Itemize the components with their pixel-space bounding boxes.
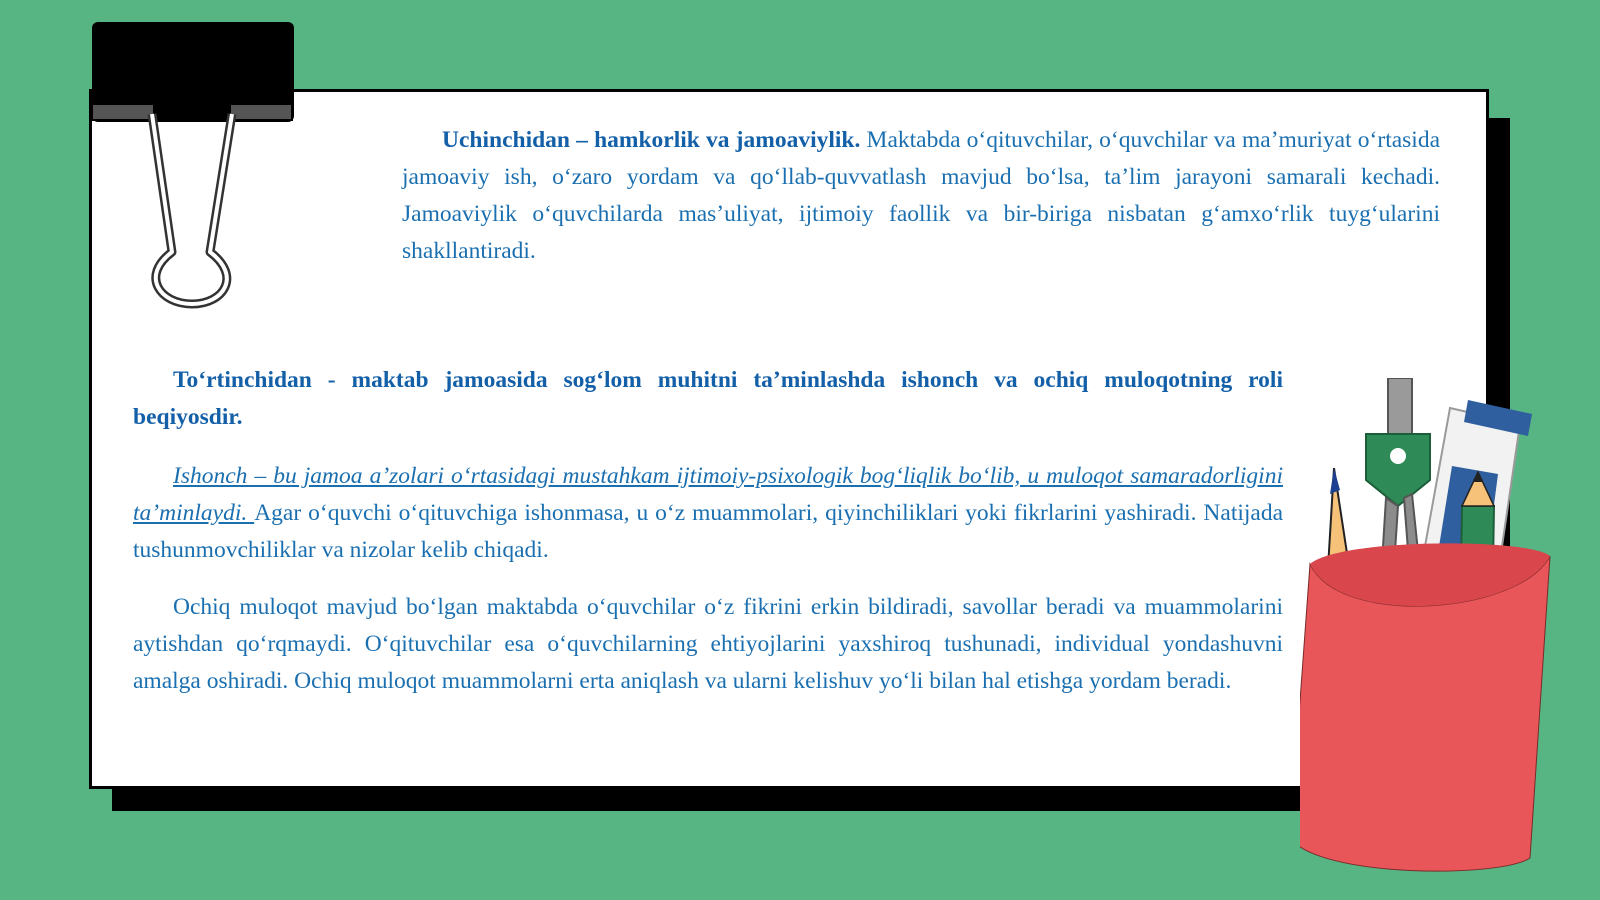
open-communication-paragraph	[133, 589, 1283, 700]
section4-heading-paragraph	[133, 362, 1283, 436]
trust-body: Agar o‘quvchi o‘qituvchiga ishonmasa, u o‘z muammolari, qiyinchiliklari yoki fikrlarini yashiradi. Natijada tushunmovchiliklar va nizolar kelib chiqadi.	[133, 500, 1284, 563]
trust-definition: Ishonch – bu jamoa a’zolari o‘rtasidagi mustahkam ijtimoiy-psixologik bog‘liqlik bo‘lib, u muloqot samaradorligini ta’minlaydi.	[133, 463, 1283, 526]
binder-clip-icon	[90, 20, 300, 310]
trust-paragraph	[133, 458, 1283, 569]
section3-body: Maktabda o‘qituvchilar, o‘quvchilar va ma’muriyat o‘rtasida jamoaviy ish, o‘zaro yordam va qo‘llab-quvvatlash mavjud bo‘lsa, ta’lim jarayoni samarali kechadi. Jamoaviylik o‘quvchilarda mas’uliyat, ijtimoiy faollik va bir-biriga nisbatan g‘amxo‘rlik tuyg‘ularini shakllantiradi.	[402, 127, 1441, 264]
section3-heading: Uchinchidan – hamkorlik va jamoaviylik.	[442, 127, 861, 153]
open-communication-text: Ochiq muloqot mavjud bo‘lgan maktabda o‘quvchilar o‘z fikrini erkin bildiradi, savollar beradi va muammolarini aytishdan qo‘rqmaydi. O‘qituvchilar esa o‘quvchilarning ehtiyojlarini yaxshiroq tushunadi, individual yondashuvni amalga oshiradi. Ochiq muloqot muammolarni erta aniqlash va ularni kelishuv yo‘li bilan hal etishga yordam beradi.	[133, 594, 1283, 694]
section4-heading: To‘rtinchidan - maktab jamoasida sog‘lom muhitni ta’minlashda ishonch va ochiq muloqotning roli beqiyosdir.	[133, 367, 1283, 430]
section3-paragraph	[402, 122, 1440, 270]
pencil-cup-icon	[1300, 378, 1560, 880]
